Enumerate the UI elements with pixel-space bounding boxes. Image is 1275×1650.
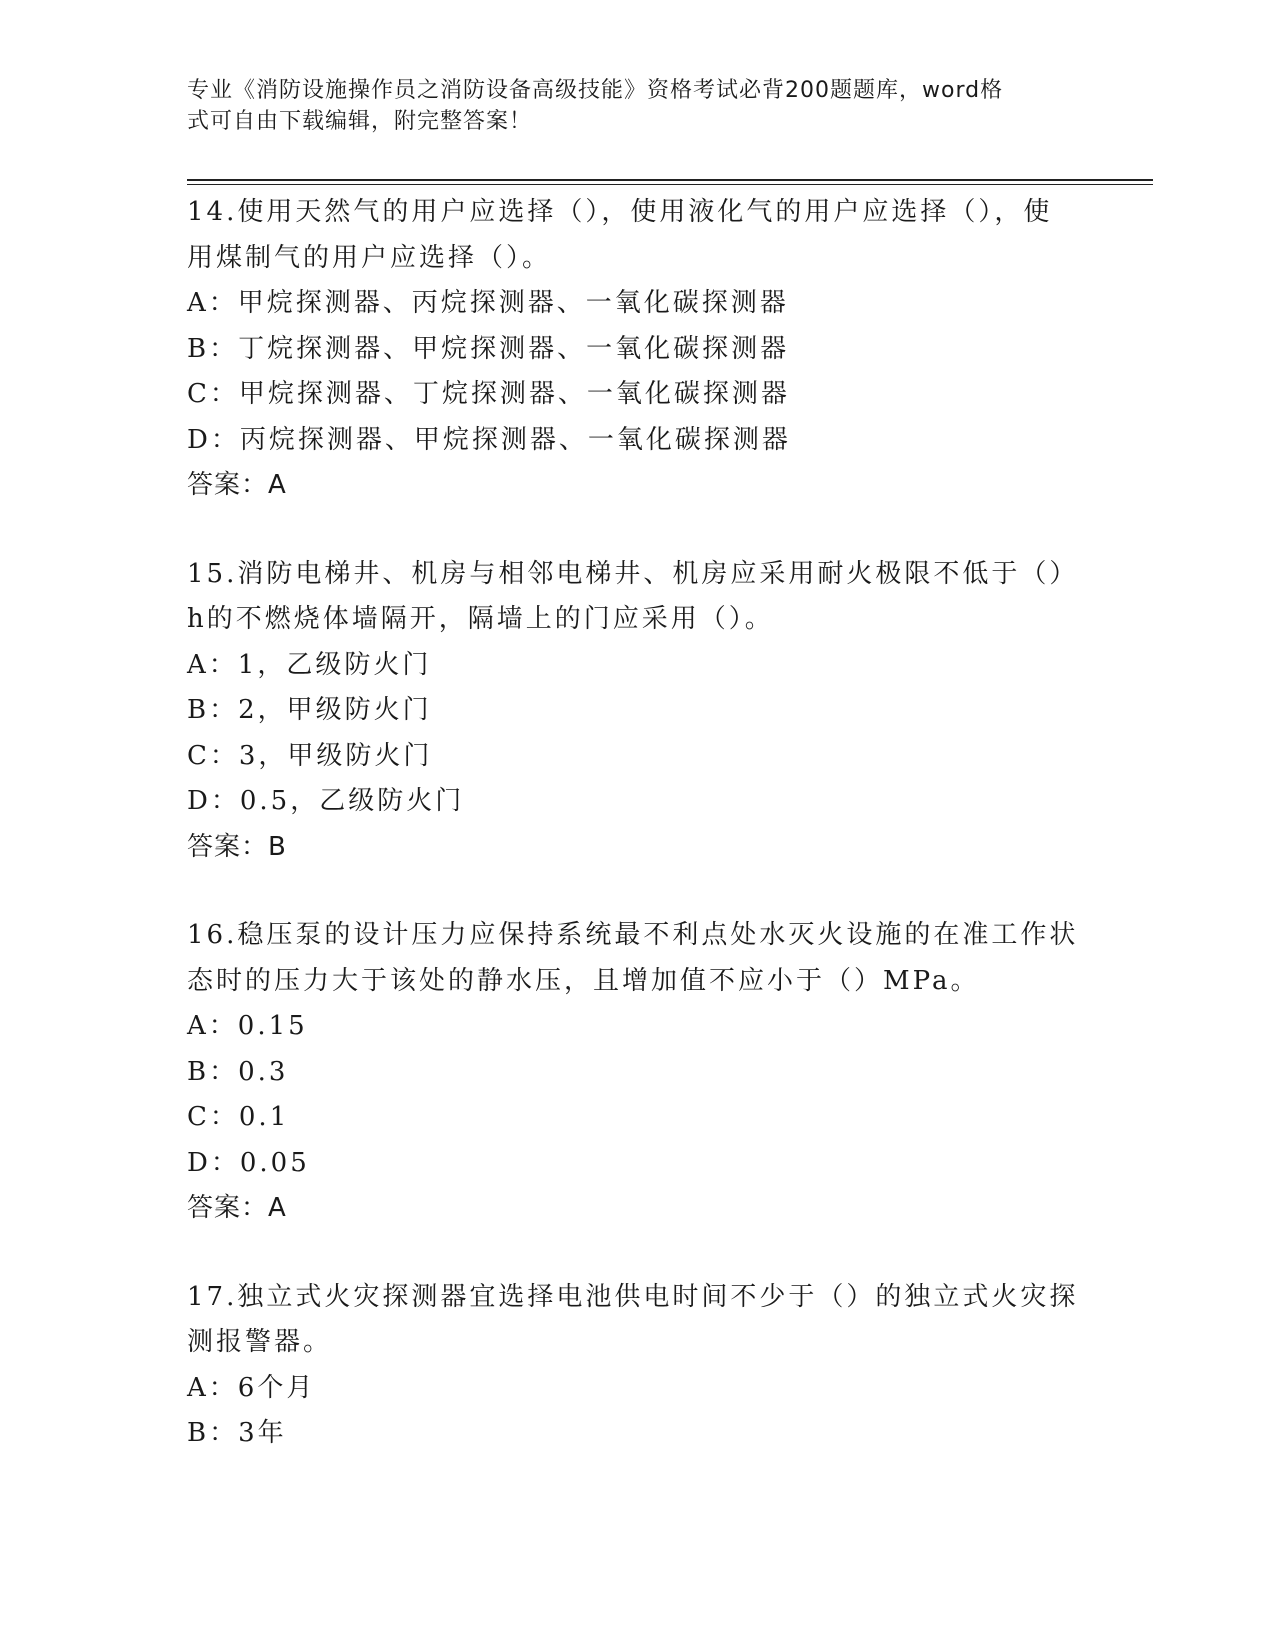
answer-label: 答案：B — [187, 831, 287, 862]
question-stem-line: 17.独立式火灾探测器宜选择电池供电时间不少于（）的独立式火灾探 — [187, 1281, 1079, 1312]
option-c: C：0.1 — [187, 1102, 290, 1132]
option-d: D：0.5，乙级防火门 — [187, 786, 465, 816]
question-list — [187, 190, 1079, 1500]
question-14 — [187, 190, 1067, 509]
answer-label: 答案：A — [187, 470, 287, 500]
question-stem-line: 测报警器。 — [187, 1327, 333, 1357]
option-c: C：3，甲级防火门 — [187, 740, 433, 771]
option-d: D：0.05 — [187, 1147, 310, 1178]
option-d: D：丙烷探测器、甲烷探测器、一氧化碳探测器 — [187, 424, 791, 455]
option-c: C：甲烷探测器、丁烷探测器、一氧化碳探测器 — [187, 379, 790, 409]
header-line-2: 式可自由下载编辑，附完整答案！ — [187, 109, 533, 134]
header-divider-thin — [187, 184, 1153, 185]
option-a: A：1，乙级防火门 — [187, 649, 432, 680]
question-stem-line: 14.使用天然气的用户应选择（），使用液化气的用户应选择（），使 — [187, 197, 1053, 227]
option-a: A：甲烷探测器、丙烷探测器、一氧化碳探测器 — [187, 288, 789, 318]
option-b: B：2，甲级防火门 — [187, 695, 432, 725]
answer-label: 答案：A — [187, 1193, 287, 1223]
option-b: B：0.3 — [187, 1056, 289, 1087]
question-stem-line: 用煤制气的用户应选择（）。 — [187, 242, 552, 273]
question-stem-line: 态时的压力大于该处的静水压，且增加值不应小于（）MPa。 — [187, 965, 980, 996]
option-b: B：3年 — [187, 1418, 287, 1448]
question-17 — [187, 1275, 1079, 1457]
option-a: A：0.15 — [187, 1011, 308, 1041]
option-b: B：丁烷探测器、甲烷探测器、一氧化碳探测器 — [187, 333, 790, 364]
question-stem-line: h的不燃烧体墙隔开，隔墙上的门应采用（）。 — [187, 604, 774, 634]
question-stem-line: 16.稳压泵的设计压力应保持系统最不利点处水灭火设施的在准工作状 — [187, 920, 1079, 950]
document-header — [187, 75, 1067, 137]
header-divider-thick — [187, 179, 1153, 181]
header-line-1: 专业《消防设施操作员之消防设备高级技能》资格考试必背200题题库，word格 — [187, 78, 1004, 103]
question-stem-line: 15.消防电梯井、机房与相邻电梯井、机房应采用耐火极限不低于（） — [187, 558, 1079, 589]
question-15 — [187, 552, 1079, 871]
question-16 — [187, 913, 1079, 1232]
option-a: A：6个月 — [187, 1372, 316, 1403]
